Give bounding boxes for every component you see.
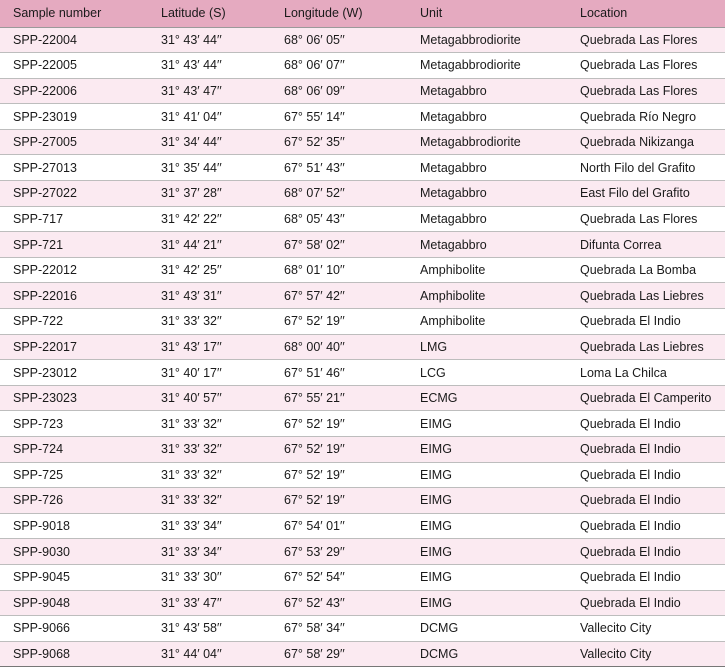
latitude-cell: 31° 43′ 44′′ <box>148 53 271 79</box>
latitude-cell: 31° 42′ 22′′ <box>148 206 271 232</box>
unit-cell: EIMG <box>407 539 567 565</box>
sample-number-cell: SPP-23012 <box>0 360 148 386</box>
latitude-cell: 31° 35′ 44′′ <box>148 155 271 181</box>
header-location: Location <box>567 0 725 27</box>
longitude-cell: 68° 06′ 09′′ <box>271 78 407 104</box>
header-sample-number: Sample number <box>0 0 148 27</box>
location-cell: Quebrada El Indio <box>567 309 725 335</box>
unit-cell: Metagabbro <box>407 155 567 181</box>
unit-cell: LMG <box>407 334 567 360</box>
longitude-cell: 68° 01′ 10′′ <box>271 257 407 283</box>
latitude-cell: 31° 44′ 21′′ <box>148 232 271 258</box>
location-cell: Difunta Correa <box>567 232 725 258</box>
sample-number-cell: SPP-27013 <box>0 155 148 181</box>
longitude-cell: 67° 58′ 02′′ <box>271 232 407 258</box>
longitude-cell: 67° 53′ 29′′ <box>271 539 407 565</box>
unit-cell: Metagabbro <box>407 206 567 232</box>
location-cell: Loma La Chilca <box>567 360 725 386</box>
unit-cell: EIMG <box>407 437 567 463</box>
longitude-cell: 68° 06′ 07′′ <box>271 53 407 79</box>
longitude-cell: 67° 55′ 21′′ <box>271 385 407 411</box>
latitude-cell: 31° 43′ 31′′ <box>148 283 271 309</box>
table-row <box>0 437 725 463</box>
longitude-cell: 67° 51′ 43′′ <box>271 155 407 181</box>
sample-number-cell: SPP-22016 <box>0 283 148 309</box>
header-latitude: Latitude (S) <box>148 0 271 27</box>
location-cell: North Filo del Grafito <box>567 155 725 181</box>
unit-cell: Metagabbro <box>407 232 567 258</box>
table-row <box>0 232 725 258</box>
sample-number-cell: SPP-9030 <box>0 539 148 565</box>
unit-cell: EIMG <box>407 513 567 539</box>
latitude-cell: 31° 40′ 17′′ <box>148 360 271 386</box>
location-cell: Vallecito City <box>567 616 725 642</box>
table-row <box>0 539 725 565</box>
unit-cell: DCMG <box>407 616 567 642</box>
unit-cell: EIMG <box>407 590 567 616</box>
location-cell: Quebrada El Indio <box>567 437 725 463</box>
unit-cell: Amphibolite <box>407 309 567 335</box>
table-row <box>0 385 725 411</box>
location-cell: Quebrada Las Flores <box>567 53 725 79</box>
unit-cell: ECMG <box>407 385 567 411</box>
longitude-cell: 67° 52′ 19′′ <box>271 462 407 488</box>
location-cell: Quebrada El Indio <box>567 513 725 539</box>
table-row <box>0 27 725 53</box>
unit-cell: EIMG <box>407 488 567 514</box>
unit-cell: Metagabbrodiorite <box>407 129 567 155</box>
table-header <box>0 0 725 27</box>
table-row <box>0 334 725 360</box>
table-row <box>0 206 725 232</box>
latitude-cell: 31° 33′ 32′′ <box>148 462 271 488</box>
unit-cell: DCMG <box>407 641 567 667</box>
location-cell: Quebrada El Indio <box>567 590 725 616</box>
latitude-cell: 31° 37′ 28′′ <box>148 181 271 207</box>
longitude-cell: 68° 07′ 52′′ <box>271 181 407 207</box>
longitude-cell: 67° 57′ 42′′ <box>271 283 407 309</box>
header-longitude: Longitude (W) <box>271 0 407 27</box>
table-row <box>0 564 725 590</box>
table-row <box>0 462 725 488</box>
table-row <box>0 181 725 207</box>
longitude-cell: 67° 54′ 01′′ <box>271 513 407 539</box>
unit-cell: Metagabbro <box>407 78 567 104</box>
table-row <box>0 283 725 309</box>
table-row <box>0 488 725 514</box>
sample-number-cell: SPP-22017 <box>0 334 148 360</box>
header-row <box>0 0 725 27</box>
location-cell: Quebrada Las Liebres <box>567 283 725 309</box>
table-row <box>0 155 725 181</box>
longitude-cell: 68° 00′ 40′′ <box>271 334 407 360</box>
sample-number-cell: SPP-9048 <box>0 590 148 616</box>
longitude-cell: 67° 52′ 19′′ <box>271 411 407 437</box>
unit-cell: Amphibolite <box>407 257 567 283</box>
longitude-cell: 67° 52′ 54′′ <box>271 564 407 590</box>
sample-number-cell: SPP-22005 <box>0 53 148 79</box>
sample-number-cell: SPP-9068 <box>0 641 148 667</box>
sample-number-cell: SPP-27005 <box>0 129 148 155</box>
sample-number-cell: SPP-717 <box>0 206 148 232</box>
location-cell: Quebrada El Indio <box>567 564 725 590</box>
sample-number-cell: SPP-22012 <box>0 257 148 283</box>
location-cell: Quebrada El Camperito <box>567 385 725 411</box>
latitude-cell: 31° 42′ 25′′ <box>148 257 271 283</box>
latitude-cell: 31° 34′ 44′′ <box>148 129 271 155</box>
latitude-cell: 31° 43′ 44′′ <box>148 27 271 53</box>
latitude-cell: 31° 33′ 32′′ <box>148 411 271 437</box>
location-cell: Quebrada El Indio <box>567 488 725 514</box>
table-row <box>0 53 725 79</box>
sample-number-cell: SPP-9066 <box>0 616 148 642</box>
longitude-cell: 67° 52′ 19′′ <box>271 309 407 335</box>
sample-number-cell: SPP-23019 <box>0 104 148 130</box>
latitude-cell: 31° 33′ 47′′ <box>148 590 271 616</box>
sample-number-cell: SPP-27022 <box>0 181 148 207</box>
location-cell: Quebrada El Indio <box>567 539 725 565</box>
table-row <box>0 616 725 642</box>
unit-cell: Metagabbro <box>407 181 567 207</box>
longitude-cell: 67° 52′ 19′′ <box>271 488 407 514</box>
latitude-cell: 31° 41′ 04′′ <box>148 104 271 130</box>
location-cell: Quebrada Las Flores <box>567 27 725 53</box>
longitude-cell: 67° 52′ 19′′ <box>271 437 407 463</box>
longitude-cell: 67° 58′ 34′′ <box>271 616 407 642</box>
latitude-cell: 31° 33′ 34′′ <box>148 539 271 565</box>
unit-cell: Metagabbro <box>407 104 567 130</box>
longitude-cell: 67° 52′ 35′′ <box>271 129 407 155</box>
sample-number-cell: SPP-722 <box>0 309 148 335</box>
location-cell: East Filo del Grafito <box>567 181 725 207</box>
sample-number-cell: SPP-9045 <box>0 564 148 590</box>
unit-cell: Metagabbrodiorite <box>407 27 567 53</box>
unit-cell: EIMG <box>407 411 567 437</box>
location-cell: Quebrada El Indio <box>567 462 725 488</box>
table-row <box>0 257 725 283</box>
sample-number-cell: SPP-721 <box>0 232 148 258</box>
unit-cell: Metagabbrodiorite <box>407 53 567 79</box>
table-row <box>0 104 725 130</box>
latitude-cell: 31° 33′ 32′′ <box>148 309 271 335</box>
latitude-cell: 31° 33′ 32′′ <box>148 488 271 514</box>
longitude-cell: 68° 05′ 43′′ <box>271 206 407 232</box>
latitude-cell: 31° 33′ 32′′ <box>148 437 271 463</box>
table-row <box>0 411 725 437</box>
sample-number-cell: SPP-22006 <box>0 78 148 104</box>
location-cell: Quebrada La Bomba <box>567 257 725 283</box>
latitude-cell: 31° 44′ 04′′ <box>148 641 271 667</box>
latitude-cell: 31° 43′ 17′′ <box>148 334 271 360</box>
latitude-cell: 31° 43′ 58′′ <box>148 616 271 642</box>
unit-cell: EIMG <box>407 564 567 590</box>
sample-number-cell: SPP-9018 <box>0 513 148 539</box>
table-row <box>0 513 725 539</box>
table-row <box>0 641 725 667</box>
location-cell: Quebrada El Indio <box>567 411 725 437</box>
sample-number-cell: SPP-725 <box>0 462 148 488</box>
sample-number-cell: SPP-723 <box>0 411 148 437</box>
location-cell: Quebrada Río Negro <box>567 104 725 130</box>
longitude-cell: 67° 55′ 14′′ <box>271 104 407 130</box>
longitude-cell: 67° 58′ 29′′ <box>271 641 407 667</box>
sample-number-cell: SPP-23023 <box>0 385 148 411</box>
table-row <box>0 309 725 335</box>
longitude-cell: 68° 06′ 05′′ <box>271 27 407 53</box>
location-cell: Quebrada Las Flores <box>567 78 725 104</box>
location-cell: Quebrada Nikizanga <box>567 129 725 155</box>
table-body <box>0 27 725 667</box>
latitude-cell: 31° 43′ 47′′ <box>148 78 271 104</box>
unit-cell: LCG <box>407 360 567 386</box>
unit-cell: EIMG <box>407 462 567 488</box>
location-cell: Vallecito City <box>567 641 725 667</box>
table-row <box>0 590 725 616</box>
sample-number-cell: SPP-22004 <box>0 27 148 53</box>
table-row <box>0 78 725 104</box>
latitude-cell: 31° 40′ 57′′ <box>148 385 271 411</box>
sample-number-cell: SPP-726 <box>0 488 148 514</box>
location-cell: Quebrada Las Liebres <box>567 334 725 360</box>
longitude-cell: 67° 51′ 46′′ <box>271 360 407 386</box>
unit-cell: Amphibolite <box>407 283 567 309</box>
header-unit: Unit <box>407 0 567 27</box>
sample-number-cell: SPP-724 <box>0 437 148 463</box>
longitude-cell: 67° 52′ 43′′ <box>271 590 407 616</box>
latitude-cell: 31° 33′ 34′′ <box>148 513 271 539</box>
latitude-cell: 31° 33′ 30′′ <box>148 564 271 590</box>
table-row <box>0 129 725 155</box>
table-row <box>0 360 725 386</box>
location-cell: Quebrada Las Flores <box>567 206 725 232</box>
